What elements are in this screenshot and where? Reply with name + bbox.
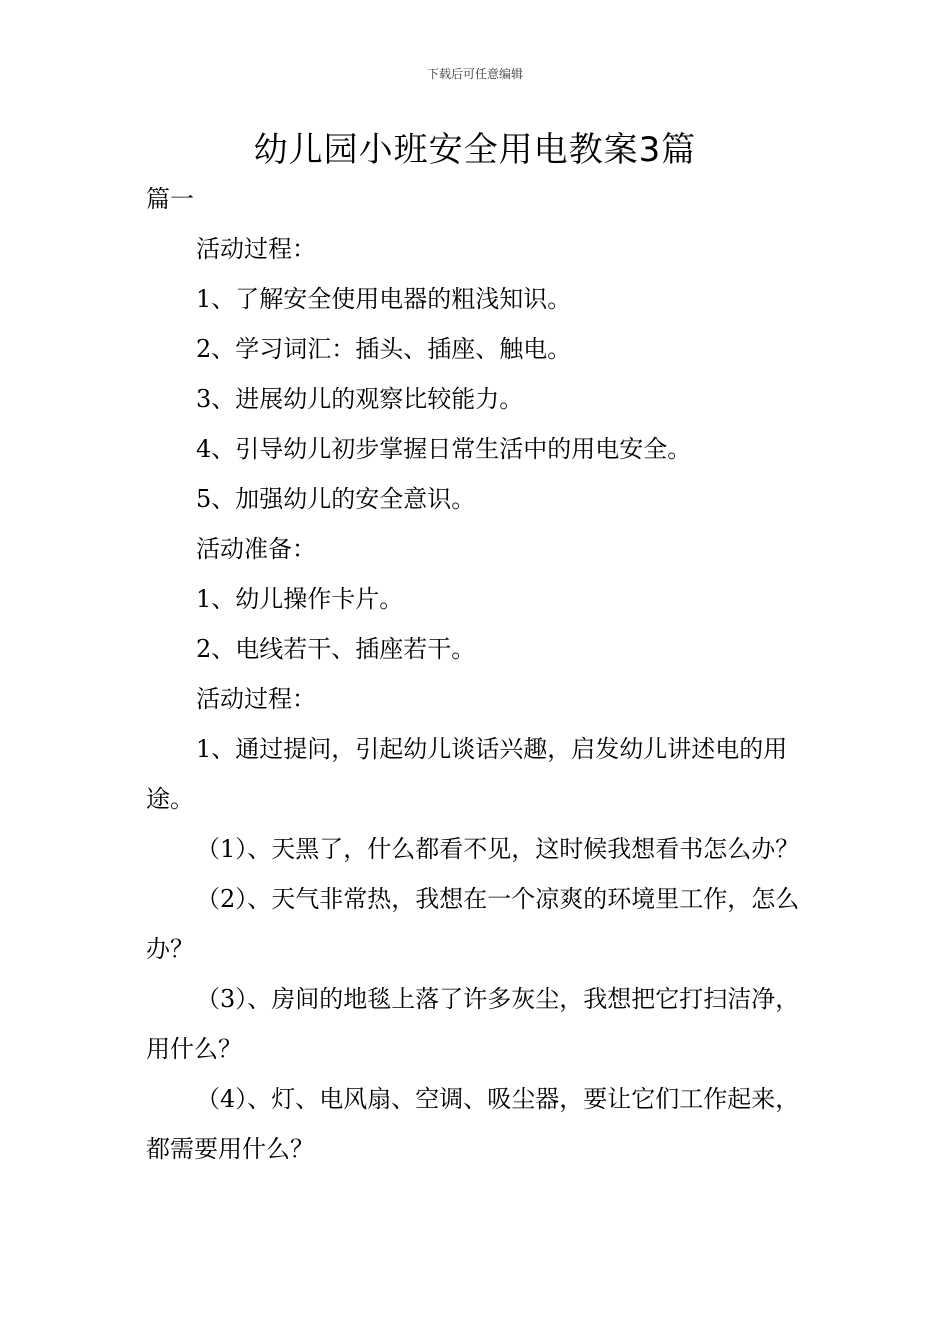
paragraph: 活动过程：: [196, 685, 316, 713]
document-body: [146, 174, 808, 1174]
paragraph: （2）、天气非常热，我想在一个凉爽的环境里工作，怎么办？: [146, 885, 800, 963]
paragraph: 2、学习词汇：插头、插座、触电。: [196, 335, 572, 363]
section-heading: 篇一: [146, 185, 194, 213]
paragraph: 1、了解安全使用电器的粗浅知识。: [196, 285, 572, 313]
paragraph: （3）、房间的地毯上落了许多灰尘，我想把它打扫洁净，用什么？: [146, 985, 800, 1063]
paragraph: 5、加强幼儿的安全意识。: [196, 485, 476, 513]
paragraph: 4、引导幼儿初步掌握日常生活中的用电安全。: [196, 435, 692, 463]
paragraph: 活动准备：: [196, 535, 316, 563]
paragraph: 活动过程：: [196, 235, 316, 263]
header-note: 下载后可任意编辑: [426, 67, 523, 81]
paragraph: 1、通过提问，引起幼儿谈话兴趣，启发幼儿讲述电的用途。: [146, 735, 788, 813]
document-title: 幼儿园小班安全用电教案3篇: [253, 130, 697, 170]
paragraph: 2、电线若干、插座若干。: [196, 635, 476, 663]
paragraph: 3、进展幼儿的观察比较能力。: [196, 385, 524, 413]
paragraph: 1、幼儿操作卡片。: [196, 585, 404, 613]
paragraph: （1）、天黑了，什么都看不见，这时候我想看书怎么办？: [196, 835, 800, 863]
paragraph: （4）、灯、电风扇、空调、吸尘器，要让它们工作起来，都需要用什么？: [146, 1085, 800, 1163]
